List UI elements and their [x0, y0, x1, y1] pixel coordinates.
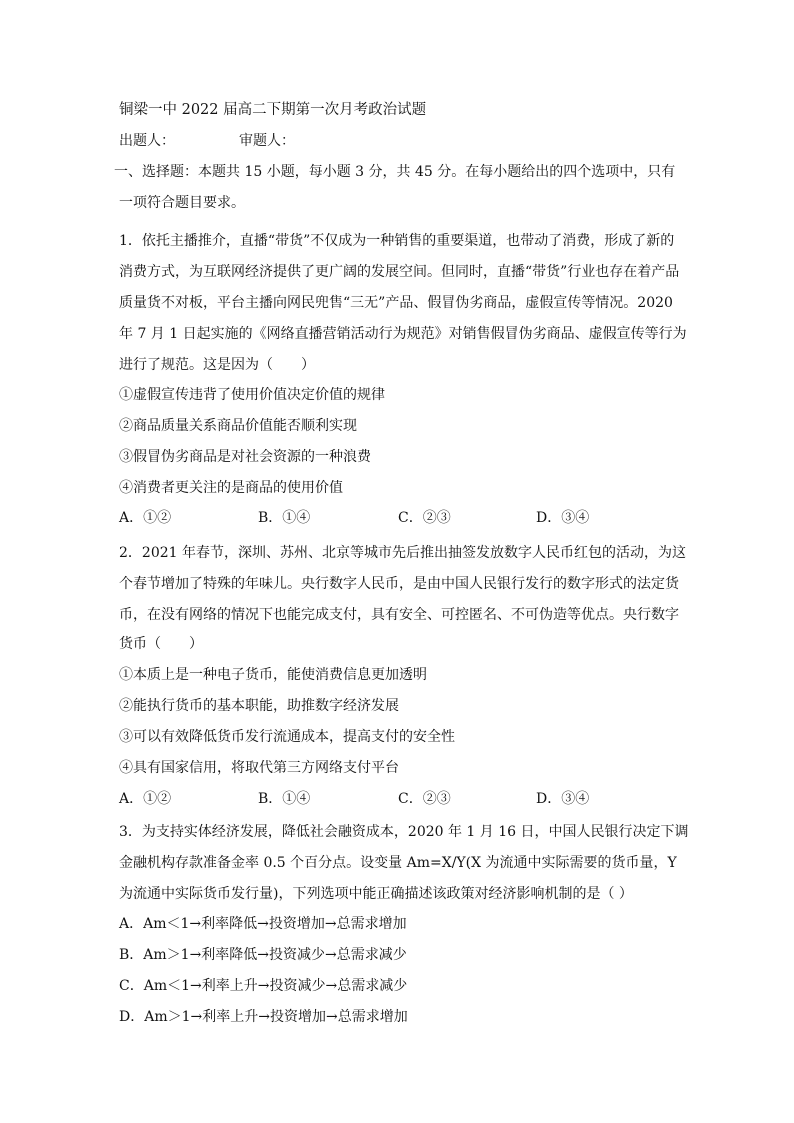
q1-stem-line: 消费方式，为互联网经济提供了更广阔的发展空间。但同时，直播“带货”行业也存在着产品 [119, 264, 680, 280]
q1-stem-line: 质量货不对板，平台主播向网民兜售“三无”产品、假冒伪劣商品，虚假宣传等情况。2020 [119, 295, 673, 311]
q2-choice-a: A．①② [119, 791, 172, 807]
q1-choice-b: B．①④ [258, 510, 311, 526]
q2-stem-line: 货币（ ） [119, 636, 203, 652]
q3-choice-c: C．Am＜1→利率上升→投资减少→总需求减少 [119, 978, 408, 994]
q1-item: ③假冒伪劣商品是对社会资源的一种浪费 [119, 449, 371, 465]
q2-choice-b: B．①④ [258, 791, 311, 807]
q1-choice-a: A．①② [119, 510, 172, 526]
q1-choice-c: C．②③ [398, 510, 451, 526]
author-line [119, 131, 295, 151]
q3-stem-line: 3．为支持实体经济发展，降低社会融资成本，2020 年 1 月 16 日，中国人民银行决定下调 [119, 824, 689, 840]
q2-item: ④具有国家信用，将取代第三方网络支付平台 [119, 760, 399, 776]
q1-item: ①虚假宣传违背了使用价值决定价值的规律 [119, 387, 385, 403]
q2-stem-line: 个春节增加了特殊的年味儿。央行数字人民币，是由中国人民银行发行的数字形式的法定货 [119, 576, 679, 592]
q3-stem-line: 为流通中实际货币发行量)，下列选项中能正确描述该政策对经济影响机制的是（ ） [119, 886, 633, 902]
q1-stem-line: 1．依托主播推介，直播“带货”不仅成为一种销售的重要渠道，也带动了消费，形成了新的 [119, 233, 675, 249]
q3-choice-b: B．Am＞1→利率降低→投资减少→总需求减少 [119, 947, 407, 963]
q2-stem-line: 币，在没有网络的情况下也能完成支付，具有安全、可控匿名、不可伪造等优点。央行数字 [119, 607, 679, 623]
q2-item: ③可以有效降低货币发行流通成本，提高支付的安全性 [119, 729, 455, 745]
q2-item: ①本质上是一种电子货币，能使消费信息更加透明 [119, 667, 427, 683]
q1-stem-line: 进行了规范。这是因为（ ） [119, 357, 315, 373]
exam-title: 铜梁一中 2022 届高二下期第一次月考政治试题 [119, 102, 427, 118]
q1-item: ④消费者更关注的是商品的使用价值 [119, 480, 343, 496]
q2-choice-c: C．②③ [398, 791, 451, 807]
author-label: 出题人： [119, 133, 175, 149]
q1-choice-d: D．③④ [536, 510, 590, 526]
q2-item: ②能执行货币的基本职能，助推数字经济发展 [119, 698, 399, 714]
q2-stem-line: 2．2021 年春节，深圳、苏州、北京等城市先后推出抽签发放数字人民币红包的活动，为这 [119, 545, 686, 561]
q3-stem-line: 金融机构存款准备金率 0.5 个百分点。设变量 Am=X/Y(X 为流通中实际需要的货币量，Y [119, 855, 677, 871]
q3-choice-d: D．Am＞1→利率上升→投资增加→总需求增加 [119, 1009, 408, 1025]
q2-choices [119, 789, 679, 809]
q3-choice-a: A．Am＜1→利率降低→投资增加→总需求增加 [119, 916, 407, 932]
q1-choices [119, 508, 679, 528]
q1-item: ②商品质量关系商品价值能否顺利实现 [119, 418, 357, 434]
q1-stem-line: 年 7 月 1 日起实施的《网络直播营销活动行为规范》对销售假冒伪劣商品、虚假宣传等行为 [119, 326, 687, 342]
q2-choice-d: D．③④ [536, 791, 590, 807]
section-instruction-line-2: 一项符合题目要求。 [119, 195, 245, 211]
section-instruction-line-1: 一、选择题：本题共 15 小题，每小题 3 分，共 45 分。在每小题给出的四个选项中，只有 [114, 164, 676, 180]
reviewer-label: 审题人： [239, 133, 295, 149]
